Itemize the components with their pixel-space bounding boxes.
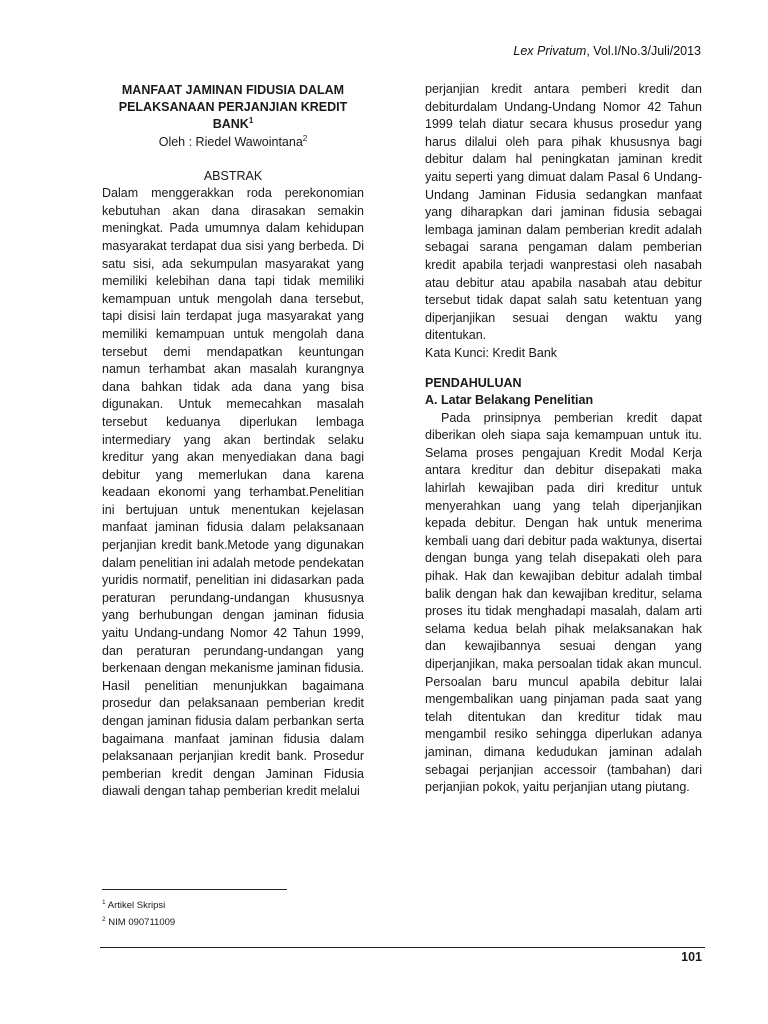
abstract-heading: ABSTRAK (203, 168, 263, 183)
right-column (425, 81, 702, 797)
journal-name: Lex Privatum (513, 44, 587, 58)
title-line-2: PELAKSANAAN PERJANJIAN KREDIT BANK$^1$ (118, 100, 348, 131)
running-header (513, 44, 701, 58)
abstract-continuation: perjanjian kredit antara pemberi kredit dan debiturdalam Undang-Undang Nomor 42 Tahun 1999 telah diatur secara khusus prosedur yang harus dilalui oleh para pihak khususnya bagi debitur dalam hal peningkatan jaminan kredit yaitu seperti yang dimuat dalam Pasal 6 Undang-Undang Jaminan Fidusia sedangkan manfaat yang diharapkan dari jaminan fidusia sebagai lembaga jaminan dalam pemberian kredit adalah sebagai sarana pengaman dalam pemberian kredit apabila terjadi wanprestasi oleh nasabah atau debitur atau apabila nasabah atau debitur tersebut tidak dapat salah satu ketentuan yang diperjanjikan sesuai dengan waktu yang ditentukan. (425, 82, 702, 343)
footnote-divider (102, 889, 287, 890)
keywords: Kata Kunci: Kredit Bank (425, 345, 558, 360)
subsection-heading: A. Latar Belakang Penelitian (425, 393, 594, 408)
author-footnote-mark: 2 (302, 133, 308, 143)
author-byline: Oleh : Riedel Wawointana$^2$ (158, 133, 308, 149)
footnotes (102, 896, 175, 930)
page-footer-rule (100, 947, 705, 948)
article-title (102, 82, 364, 133)
journal-issue: , Vol.I/No.3/Juli/2013 (586, 44, 701, 58)
page-number: 101 (681, 950, 702, 964)
abstract-text: Dalam menggerakkan roda perekonomian kebutuhan akan dana dirasakan semakin meningkat. Pada umumnya dalam kehidupan masyarakat terdapat dua sisi yang berbeda. Di satu sisi, ada sekumpulan masyarakat yang memiliki kelebihan dana tapi tidak memiliki kemampuan untuk mengolah dana tersebut, tapi disisi lain terdapat juga masyarakat yang memiliki kemampuan untuk mengolah dana tersebut demi mendapatkan keuntungan namun terhambat akan masalah kurangnya dana bahkan tidak ada dana yang bisa digunakan. Untuk memecahkan masalah tersebut keduanya diperlukan lembaga intermediary yang akan bertindak selaku kreditur yang akan menyediakan dana bagi debitur yang memerlukan dana karena keadaan ekonomi yang terhambat.Penelitian ini bertujuan untuk menentukan kejelasan manfaat jaminan fidusia dalam pelaksanaan perjanjian kredit bank.Metode yang digunakan dalam penelitian ini adalah metode pendekatan yuridis normatif, penelitian ini didasarkan pada peraturan perundang-undangan khususnya yang berhubungan dengan jaminan fidusia yaitu Undang-undang Nomor 42 Tahun 1999, dan peraturan perundang-undangan yang berkenaan dengan mekanisme jaminan fidusia. Hasil penelitian menunjukkan bagaimana prosedur dan pelaksanaan pemberian kredit dengan jaminan fidusia dalam perbankan serta bagaimana manfaat jaminan fidusia dalam pelaksanaan perjanjian kredit bank. Prosedur pemberian kredit dengan Jaminan Fidusia diawali dengan tahap pemberian kredit melalui (102, 186, 364, 799)
title-footnote-mark: 1 (248, 115, 254, 125)
left-column (102, 82, 364, 801)
section-heading: PENDAHULUAN (425, 375, 522, 390)
title-line-1: MANFAAT JAMINAN FIDUSIA DALAM (121, 83, 345, 97)
introduction-text: Pada prinsipnya pemberian kredit dapat diberikan oleh siapa saja kemampuan untuk itu. Selama proses pengajuan Kredit Modal Kerja antara kreditur dan debitur disepakati maka lahirlah kewajiban pada diri kreditur untuk menyerahkan uang yang telah diperjanjikan kepada debitur. Dengan hak untuk menerima kembali uang dari debitur pada waktunya, disertai dengan bunga yang telah disepakati oleh para pihak. Hak dan kewajiban debitur adalah timbal balik dengan hak dan kewajiban kreditur, selama proses itu tidak menghadapi masalah, dalam arti selama kedua belah pihak melaksanakan hak dan kewajibannya sesuai dengan yang diperjanjikan, maka persoalan tidak akan muncul. Persoalan baru muncul apabila debitur lalai mengembalikan uang pinjaman pada saat yang telah ditentukan dan kreditur tidak mau mengambil resiko sehingga diperlukan adanya jaminan, dimana kedudukan jaminan adalah sebagai perjanjian accessoir (tambahan) dari perjanjian pokok, yaitu perjanjian utang piutang. (425, 410, 702, 795)
footnote-1: $^1$ Artikel Skripsi (102, 899, 166, 912)
footnote-2: $^2$ NIM 090711009 (102, 916, 176, 929)
